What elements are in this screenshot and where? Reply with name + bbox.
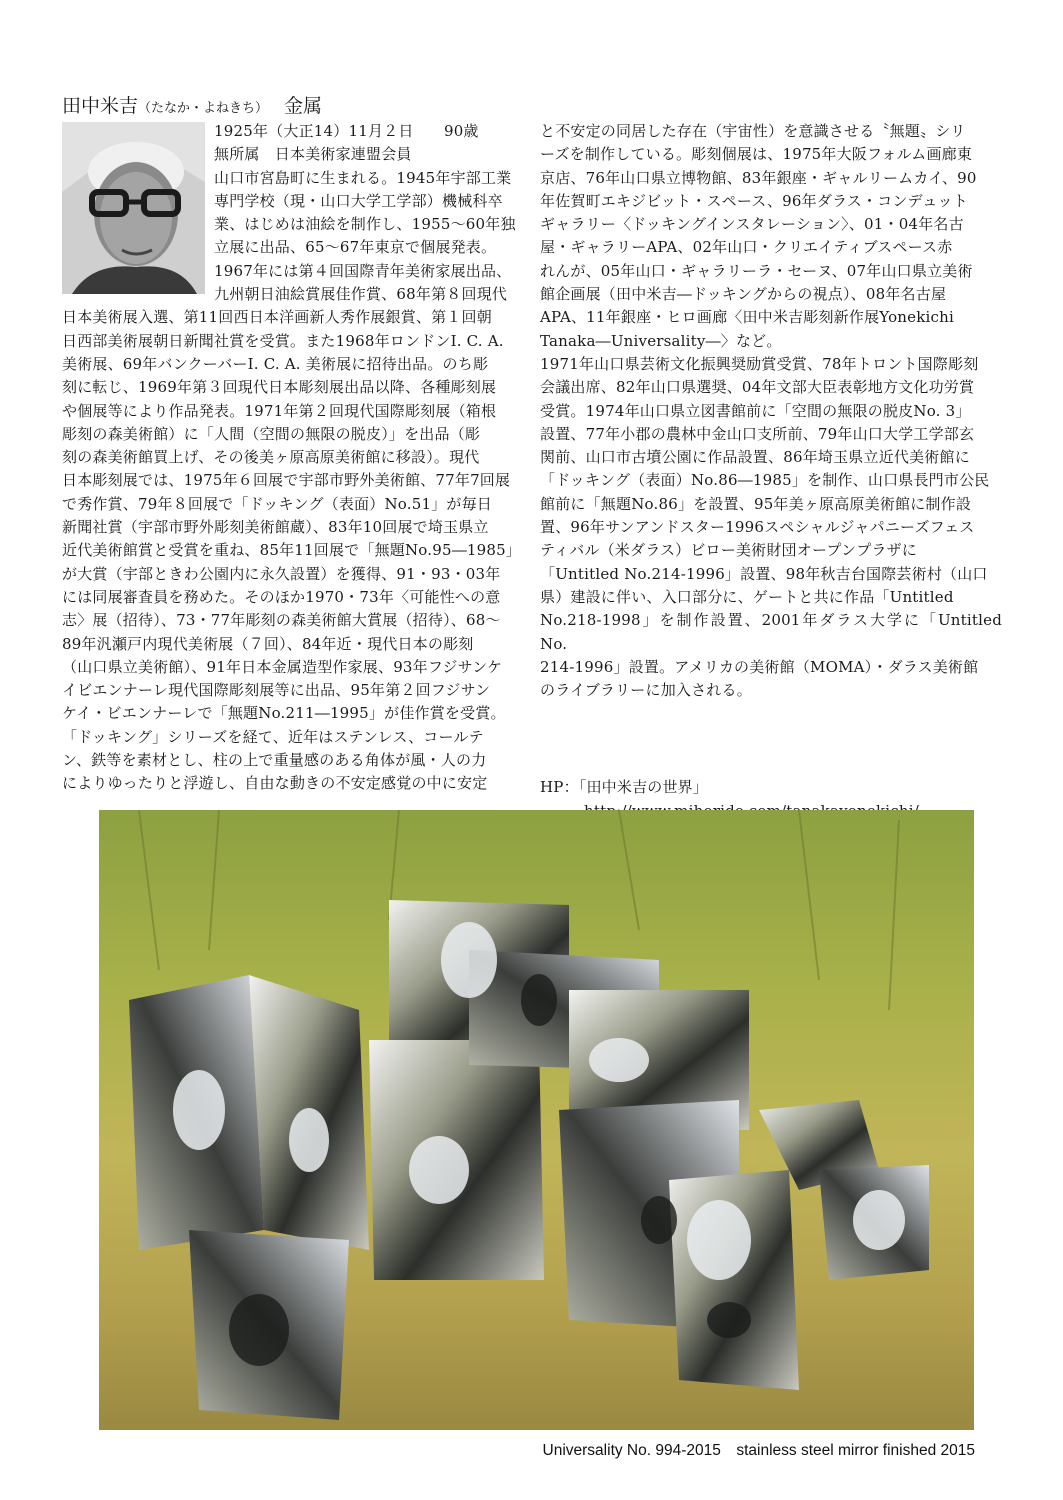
biography-line: 屋・ギャラリーAPA、02年山口・クリエイティブスペース赤 bbox=[540, 238, 953, 257]
biography-line: 京店、76年山口県立博物館、83年銀座・ギャルリームカイ、90 bbox=[540, 168, 977, 187]
biography-line: No.218-1998」を制作設置、2001年ダラス大学に「Untitled No. bbox=[540, 611, 1002, 653]
biography-line: 彫刻の森美術館）に「人間（空間の無限の脱皮）」を出品（彫 bbox=[62, 424, 481, 443]
biography-line: 立展に出品、65〜67年東京で個展発表。 bbox=[214, 238, 497, 257]
biography-line: 山口市宮島町に生まれる。1945年宇部工業 bbox=[214, 168, 512, 187]
biography-line: 日本美術展入選、第11回西日本洋画新人秀作展銀賞、第１回朝 bbox=[62, 308, 492, 327]
artwork-caption: Universality No. 994-2015 stainless steel mirror finished 2015 bbox=[542, 1442, 975, 1459]
biography-line: 県）建設に伴い、入口部分に、ゲートと共に作品「Untitled bbox=[540, 587, 954, 606]
biography-line: 刻の森美術館買上げ、その後美ヶ原高原美術館に移設）。現代 bbox=[62, 448, 480, 467]
biography-line: 1971年山口県芸術文化振興奨励賞受賞、78年トロント国際彫刻 bbox=[540, 354, 979, 373]
biography-line: 九州朝日油絵賞展佳作賞、68年第８回現代 bbox=[214, 285, 508, 304]
artist-heading bbox=[62, 94, 322, 121]
biography-line: イビエンナーレ現代国際彫刻展等に出品、95年第２回フジサン bbox=[62, 681, 491, 700]
biography-line: 「ドッキング（表面）No.86―1985」を制作、山口県長門市公民 bbox=[540, 471, 990, 490]
sculpture-image bbox=[99, 810, 974, 1430]
biography-line: APA、11年銀座・ヒロ画廊〈田中米吉彫刻新作展Yonekichi bbox=[540, 308, 954, 327]
biography-line: 館前に「無題No.86」を設置、95年美ヶ原高原美術館に制作設 bbox=[540, 494, 972, 513]
biography-line: 志〉展（招待）、73・77年彫刻の森美術館大賞展（招待）、68〜 bbox=[62, 611, 501, 630]
biography-line: 「ドッキング」シリーズを経て、近年はステンレス、コールテ bbox=[62, 727, 484, 746]
affiliation-line: 無所属 日本美術家連盟会員 bbox=[214, 145, 412, 164]
biography-line: で秀作賞、79年８回展で「ドッキング（表面）No.51」が毎日 bbox=[62, 494, 492, 513]
birth-line: 1925年（大正14）11月２日 90歳 bbox=[214, 122, 479, 140]
biography-line: 新聞社賞（宇部市野外彫刻美術館蔵）、83年10回展で埼玉県立 bbox=[62, 518, 489, 537]
biography-line: 日本彫刻展では、1975年６回展で宇部市野外美術館、77年7回展 bbox=[62, 471, 511, 490]
biography-line: ティバル（米ダラス）ビロー美術財団オープンプラザに bbox=[540, 541, 918, 560]
artist-reading: （たなか・よねきち） bbox=[138, 101, 269, 116]
biography-line: 89年汎瀬戸内現代美術展（７回）、84年近・現代日本の彫刻 bbox=[62, 634, 474, 653]
biography-right-column bbox=[540, 120, 1002, 823]
biography-line: 館企画展（田中米吉―ドッキングからの視点）、08年名古屋 bbox=[540, 285, 947, 304]
artwork-photo bbox=[99, 810, 974, 1430]
artist-name: 田中米吉 bbox=[62, 95, 139, 117]
biography-right-text bbox=[540, 120, 1002, 702]
biography-line: ン、鉄等を素材とし、柱の上で重量感のある角体が風・人の力 bbox=[62, 751, 487, 770]
biography-line: 受賞。1974年山口県立図書館前に「空間の無限の脱皮No. 3」 bbox=[540, 401, 971, 420]
biography-line: によりゆったりと浮遊し、自由な動きの不安定感覚の中に安定 bbox=[62, 774, 488, 793]
biography-line: 設置、77年小郡の農林中金山口支所前、79年山口大学工学部玄 bbox=[540, 424, 975, 443]
biography-line: 214-1996」設置。アメリカの美術館（MOMA）・ダラス美術館 bbox=[540, 657, 979, 676]
homepage-label: HP：「田中米吉の世界」 bbox=[540, 778, 709, 797]
biography-line: が大賞（宇部ときわ公園内に永久設置）を獲得、91・93・03年 bbox=[62, 564, 501, 583]
biography-left-text bbox=[62, 167, 522, 796]
biography-line: と不安定の同居した存在（宇宙性）を意識させる〝無題〟シリ bbox=[540, 122, 966, 140]
biography-line: 「Untitled No.214-1996」設置、98年秋吉台国際芸術村（山口 bbox=[540, 564, 988, 583]
biography-line: や個展等により作品発表。1971年第２回現代国際彫刻展（箱根 bbox=[62, 401, 497, 420]
biography-line: 専門学校（現・山口大学工学部）機械科卒 bbox=[214, 191, 503, 210]
biography-left-column bbox=[62, 120, 522, 796]
biography-line: 業、はじめは油絵を制作し、1955〜60年独 bbox=[214, 215, 516, 234]
biography-line: 日西部美術展朝日新聞社賞を受賞。また1968年ロンドンI. C. A. bbox=[62, 331, 504, 350]
biography-line: 近代美術館賞と受賞を重ね、85年11回展で「無題No.95―1985」 bbox=[62, 541, 522, 560]
artist-field: 金属 bbox=[284, 95, 323, 117]
biography-line: のライブラリーに加入される。 bbox=[540, 681, 752, 700]
biography-line: には同展審査員を務めた。そのほか1970・73年〈可能性への意 bbox=[62, 587, 501, 606]
biography-line: 置、96年サンアンドスター1996スペシャルジャパニーズフェス bbox=[540, 518, 975, 537]
biography-line: 刻に転じ、1969年第３回現代日本彫刻展出品以降、各種彫刻展 bbox=[62, 378, 497, 397]
biography-line: 美術展、69年バンクーバーI. C. A. 美術展に招待出品。のち彫 bbox=[62, 354, 489, 373]
biography-line: れんが、05年山口・ギャラリーラ・セーヌ、07年山口県立美術 bbox=[540, 261, 973, 280]
biography-line: ギャラリー〈ドッキングインスタレーション〉、01・04年名古 bbox=[540, 215, 964, 234]
biography-line: Tanaka―Universality―〉など。 bbox=[540, 331, 782, 350]
biography-line: ーズを制作している。彫刻個展は、1975年大阪フォルム画廊東 bbox=[540, 145, 973, 164]
biography-line: 会議出席、82年山口県選奨、04年文部大臣表彰地方文化功労賞 bbox=[540, 378, 975, 397]
biography-line: 関前、山口市古墳公園に作品設置、86年埼玉県立近代美術館に bbox=[540, 448, 970, 467]
biography-line: 年佐賀町エキジビット・スペース、96年ダラス・コンデュット bbox=[540, 191, 968, 210]
biography-line: ケイ・ビエンナーレで「無題No.211―1995」が佳作賞を受賞。 bbox=[62, 704, 506, 723]
biography-line: （山口県立美術館）、91年日本金属造型作家展、93年フジサンケ bbox=[62, 657, 503, 676]
biography-line: 1967年には第４回国際青年美術家展出品、 bbox=[214, 261, 512, 280]
